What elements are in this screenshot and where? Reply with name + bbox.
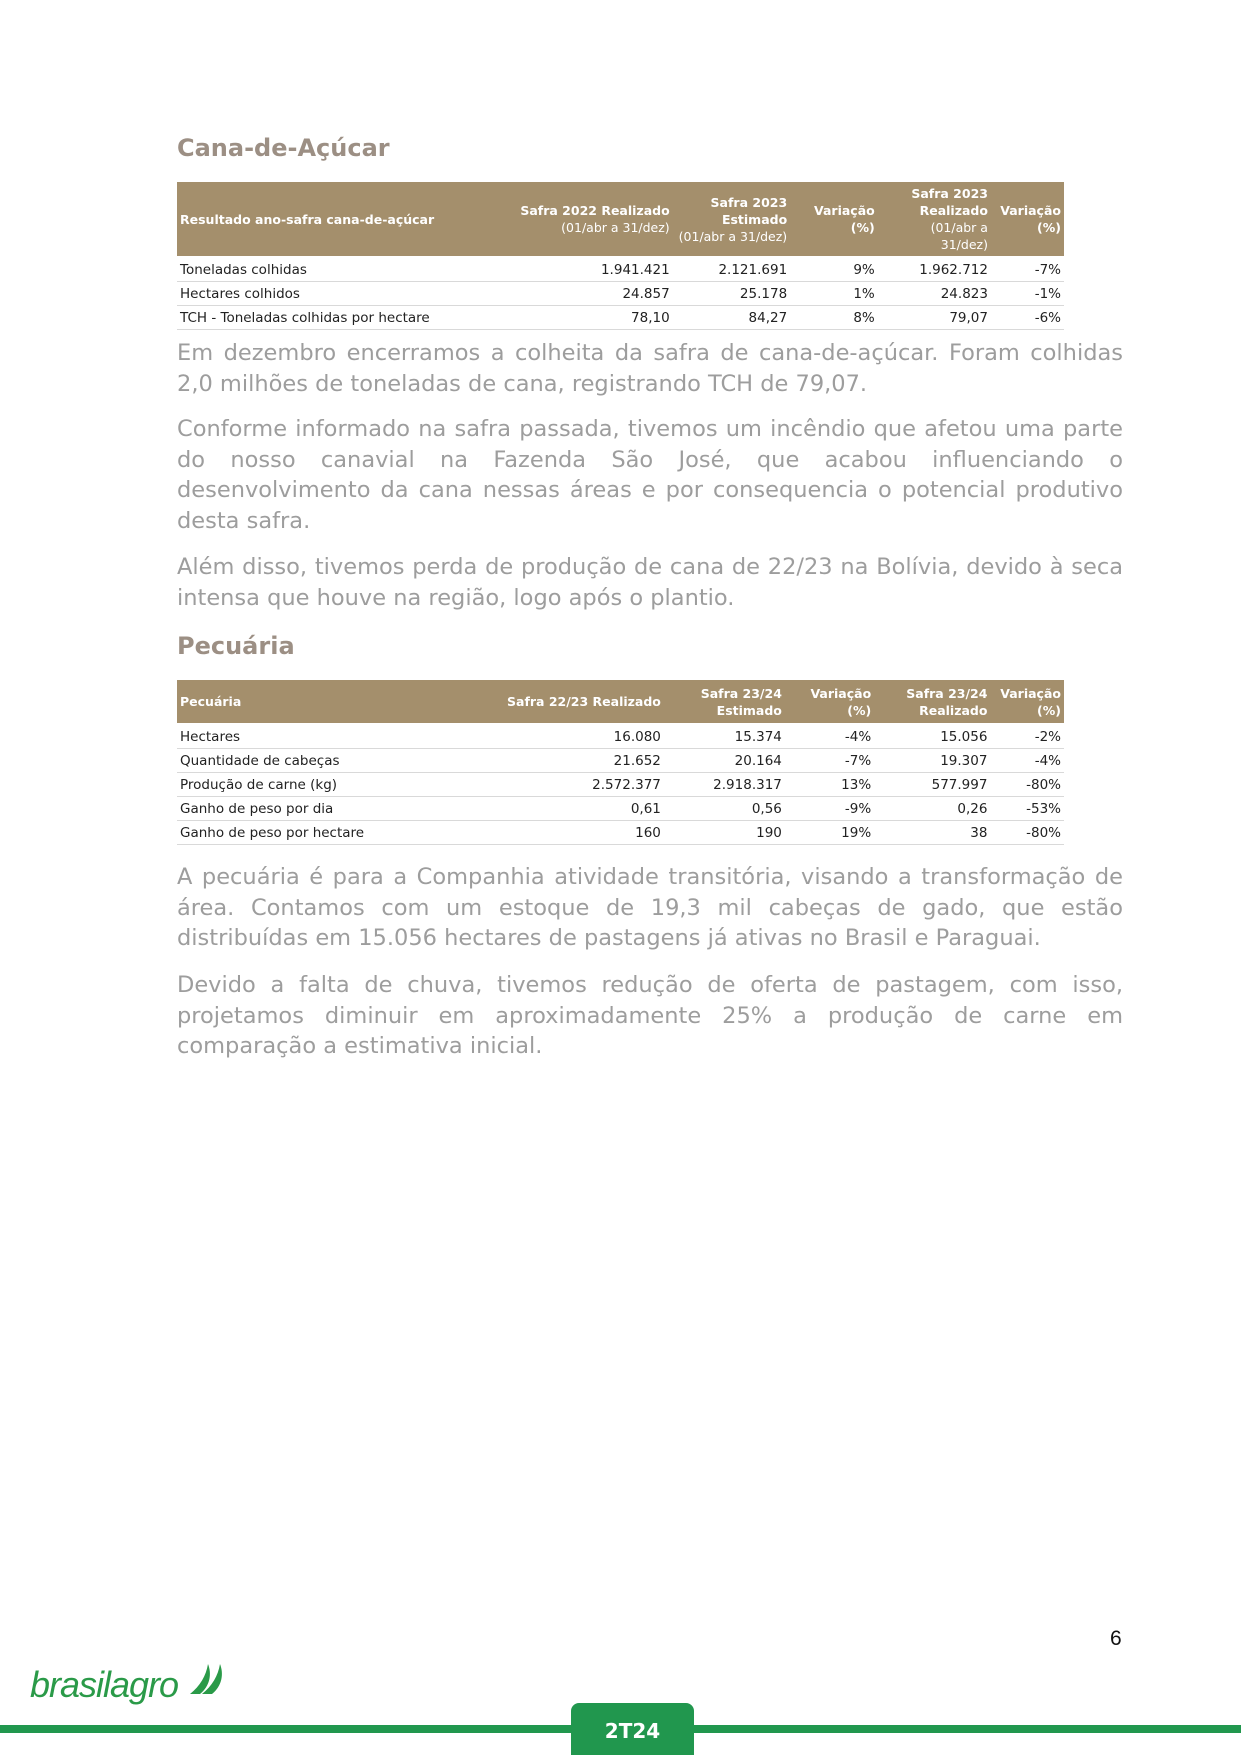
section-title-cana: Cana-de-Açúcar	[177, 134, 390, 162]
col-header-main: Safra 2022 Realizado	[520, 203, 670, 218]
table-cell: -2%	[990, 724, 1064, 749]
table-cell: 1.941.421	[460, 257, 673, 282]
table-cell: -4%	[785, 724, 874, 749]
table-header-row	[177, 182, 1064, 257]
col-header-safra-22-23: Safra 22/23 Realizado	[439, 680, 663, 724]
table-cell: -80%	[990, 821, 1064, 845]
col-header-result: Resultado ano-safra cana-de-açúcar	[177, 182, 460, 257]
table-cell: 78,10	[460, 306, 673, 330]
table-cell: Hectares	[177, 724, 439, 749]
col-header-variacao-1: Variação (%)	[785, 680, 874, 724]
table-cell: 0,61	[439, 797, 663, 821]
table-cell: 20.164	[664, 749, 785, 773]
table-cell: -4%	[990, 749, 1064, 773]
period-tab: 2T24	[571, 1703, 694, 1755]
table-row	[177, 749, 1064, 773]
table-row	[177, 724, 1064, 749]
table-cell: 84,27	[673, 306, 790, 330]
table-cell: 9%	[790, 257, 878, 282]
table-cell: Produção de carne (kg)	[177, 773, 439, 797]
paragraph-pecuaria-2: Devido a falta de chuva, tivemos redução de oferta de pastagem, com isso, projetamos diminuir em aproximadamente 25% a produção de carne em comparação a estimativa inicial.	[177, 972, 1123, 1059]
table-cell: Ganho de peso por dia	[177, 797, 439, 821]
table-row	[177, 797, 1064, 821]
table-cell: -53%	[990, 797, 1064, 821]
col-header-period: (01/abr a 31/dez)	[678, 228, 788, 244]
table-cell: 21.652	[439, 749, 663, 773]
table-cell: 2.572.377	[439, 773, 663, 797]
paragraph-cana-3: Além disso, tivemos perda de produção de cana de 22/23 na Bolívia, devido à seca intensa que houve na região, logo após o plantio.	[177, 554, 1123, 611]
table-cell: 19.307	[874, 749, 990, 773]
table-cell: Ganho de peso por hectare	[177, 821, 439, 845]
col-header-safra-23-24-realizado: Safra 23/24 Realizado	[874, 680, 990, 724]
table-header-row	[177, 680, 1064, 724]
paragraph-pecuaria-1: A pecuária é para a Companhia atividade transitória, visando a transformação de área. Contamos com um estoque de 19,3 mil cabeças de gado, que estão distribuídas em 15.056 hectares de pastagens já ativas no Brasil e Paraguai.	[177, 864, 1123, 951]
table-cell: -1%	[991, 282, 1064, 306]
table-cell: 160	[439, 821, 663, 845]
pecuaria-results-table	[177, 680, 1064, 845]
col-header-main: Safra 2023 Estimado	[710, 194, 788, 227]
table-cell: 2.121.691	[673, 257, 790, 282]
brasilagro-logo	[30, 1660, 225, 1710]
table-cell: -6%	[991, 306, 1064, 330]
table-cell: 79,07	[878, 306, 991, 330]
table-cell: 1.962.712	[878, 257, 991, 282]
table-cell: 19%	[785, 821, 874, 845]
table-cell: 13%	[785, 773, 874, 797]
table-cell: -7%	[785, 749, 874, 773]
col-header-variacao-1: Variação (%)	[790, 182, 878, 257]
col-header-variacao-2: Variação (%)	[990, 680, 1064, 724]
section-title-pecuaria: Pecuária	[177, 632, 295, 660]
table-cell: 577.997	[874, 773, 990, 797]
table-cell: Hectares colhidos	[177, 282, 460, 306]
table-row	[177, 257, 1064, 282]
table-cell: 2.918.317	[664, 773, 785, 797]
col-header-variacao-2: Variação (%)	[991, 182, 1064, 257]
cana-results-table	[177, 182, 1064, 330]
table-row	[177, 306, 1064, 330]
table-cell: Quantidade de cabeças	[177, 749, 439, 773]
table-cell: 0,26	[874, 797, 990, 821]
logo-wordmark: brasilagro	[30, 1664, 179, 1705]
table-cell: 190	[664, 821, 785, 845]
col-header-safra-2023-estimado	[673, 182, 790, 257]
table-cell: 25.178	[673, 282, 790, 306]
table-cell: 38	[874, 821, 990, 845]
paragraph-cana-1: Em dezembro encerramos a colheita da safra de cana-de-açúcar. Foram colhidas 2,0 milhões de toneladas de cana, registrando TCH de 79,07.	[177, 340, 1123, 397]
table-row	[177, 282, 1064, 306]
table-cell: 0,56	[664, 797, 785, 821]
col-header-period: (01/abr a 31/dez)	[561, 220, 670, 235]
paragraph-cana-2: Conforme informado na safra passada, tivemos um incêndio que afetou uma parte do nosso canavial na Fazenda São José, que acabou influenciando o desenvolvimento da cana nessas áreas e por consequencia o potencial produtivo desta safra.	[177, 416, 1123, 534]
table-cell: -7%	[991, 257, 1064, 282]
table-cell: 15.374	[664, 724, 785, 749]
col-header-safra-23-24-estimado: Safra 23/24 Estimado	[664, 680, 785, 724]
page-number: 6	[1110, 1627, 1122, 1650]
table-row	[177, 821, 1064, 845]
table-cell: 24.857	[460, 282, 673, 306]
table-cell: -9%	[785, 797, 874, 821]
table-cell: Toneladas colhidas	[177, 257, 460, 282]
table-cell: TCH - Toneladas colhidas por hectare	[177, 306, 460, 330]
leaf-chevron-icon	[186, 1662, 228, 1698]
col-header-pecuaria: Pecuária	[177, 680, 439, 724]
table-cell: -80%	[990, 773, 1064, 797]
table-cell: 15.056	[874, 724, 990, 749]
table-cell: 24.823	[878, 282, 991, 306]
table-cell: 16.080	[439, 724, 663, 749]
col-header-period: (01/abr a 31/dez)	[930, 220, 988, 252]
table-cell: 8%	[790, 306, 878, 330]
col-header-safra-2022	[460, 182, 673, 257]
table-row	[177, 773, 1064, 797]
table-cell: 1%	[790, 282, 878, 306]
col-header-safra-2023-realizado	[878, 182, 991, 257]
col-header-main: Safra 2023 Realizado	[911, 186, 988, 218]
